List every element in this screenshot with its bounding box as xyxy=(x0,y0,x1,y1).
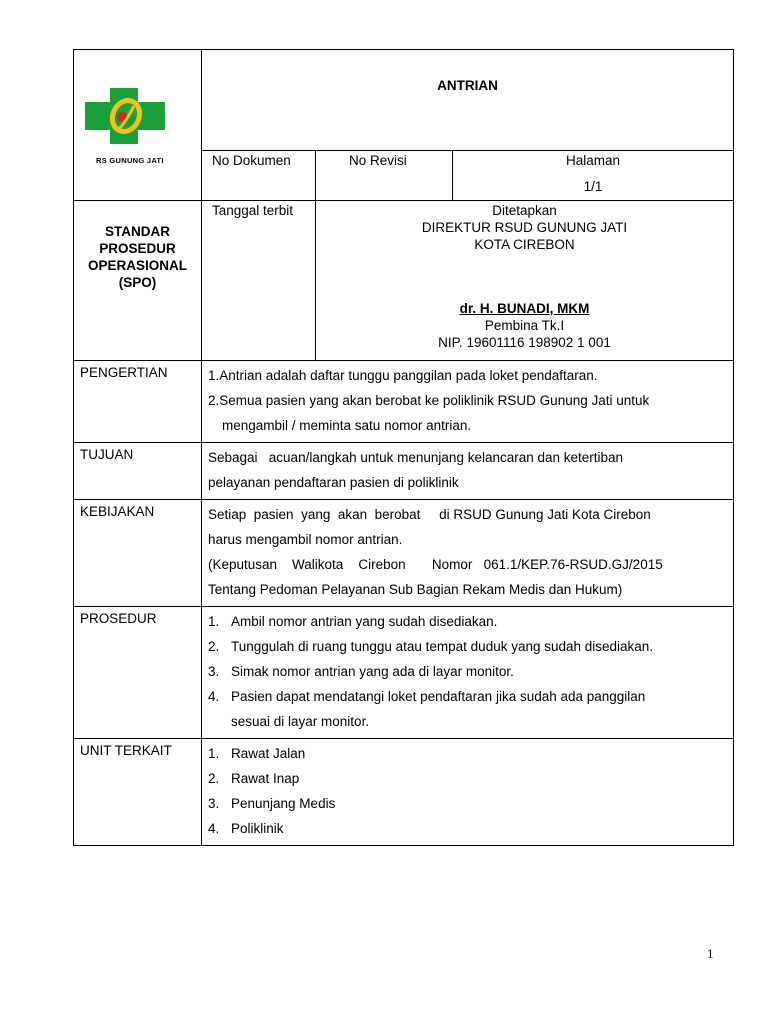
no-dokumen-label: No Dokumen xyxy=(212,153,291,168)
tujuan-line2: pelayanan pendaftaran pasien di poliklinik xyxy=(208,475,459,490)
halaman-value: 1/1 xyxy=(583,179,603,194)
prosedur-label: PROSEDUR xyxy=(74,607,202,739)
kota-text: KOTA CIREBON xyxy=(474,237,575,252)
tujuan-content xyxy=(202,443,734,500)
no-revisi-cell xyxy=(316,151,453,201)
prosedur-list xyxy=(208,609,727,734)
title-cell xyxy=(202,50,734,151)
spo-label-line4: (SPO) xyxy=(118,275,157,290)
tujuan-label: TUJUAN xyxy=(74,443,202,500)
document-title: ANTRIAN xyxy=(437,78,498,93)
ditetapkan-label: Ditetapkan xyxy=(492,203,557,218)
list-item: 4. Pasien dapat mendatangi loket pendaftaran jika sudah ada panggilan xyxy=(208,689,646,704)
list-item: 1. Rawat Jalan xyxy=(208,746,306,761)
penetapan-cell xyxy=(316,201,734,361)
spo-table xyxy=(73,49,734,846)
halaman-label: Halaman xyxy=(565,153,621,168)
pangkat-text: Pembina Tk.I xyxy=(484,318,565,333)
kebijakan-line2: harus mengambil nomor antrian. xyxy=(208,532,403,547)
list-item: 4. Poliklinik xyxy=(208,821,284,836)
hospital-logo xyxy=(82,86,172,169)
spo-label-line3: OPERASIONAL xyxy=(87,258,187,273)
spo-label-line2: PROSEDUR xyxy=(99,241,176,256)
list-item: 1. Ambil nomor antrian yang sudah disediakan. xyxy=(208,614,498,629)
jabatan-text: DIREKTUR RSUD GUNUNG JATI xyxy=(421,220,628,235)
nip-text: NIP. 19601116 198902 1 001 xyxy=(438,335,611,350)
kebijakan-line3: (Keputusan Walikota Cirebon Nomor 061.1/KEP.76-RSUD.GJ/2015 xyxy=(208,557,663,572)
tujuan-line1: Sebagai acuan/langkah untuk menunjang kelancaran dan ketertiban xyxy=(208,450,624,465)
list-item: 3. Penunjang Medis xyxy=(208,796,336,811)
list-item: 2. Tunggulah di ruang tunggu atau tempat duduk yang sudah disediakan. xyxy=(208,639,654,654)
no-dokumen-cell xyxy=(202,151,316,201)
cross-logo-icon xyxy=(82,86,170,146)
list-item: 3. Simak nomor antrian yang ada di layar monitor. xyxy=(208,664,514,679)
tanggal-terbit-cell xyxy=(202,201,316,361)
unit-terkait-label: UNIT TERKAIT xyxy=(74,739,202,846)
pengertian-label: PENGERTIAN xyxy=(74,361,202,443)
signatory-name: dr. H. BUNADI, MKM xyxy=(459,301,590,316)
kebijakan-line1: Setiap pasien yang akan berobat di RSUD Gunung Jati Kota Cirebon xyxy=(208,507,651,522)
prosedur-content xyxy=(202,607,734,739)
tanggal-terbit-label: Tanggal terbit xyxy=(212,203,294,218)
kebijakan-content xyxy=(202,500,734,607)
list-item-continuation: sesuai di layar monitor. xyxy=(231,714,370,729)
logo-caption: RS GUNUNG JATI xyxy=(96,156,164,165)
pengertian-line1: 1.Antrian adalah daftar tunggu panggilan pada loket pendaftaran. xyxy=(208,368,598,383)
list-item: 2. Rawat Inap xyxy=(208,771,300,786)
pengertian-line2: 2.Semua pasien yang akan berobat ke poliklinik RSUD Gunung Jati untuk xyxy=(208,393,650,408)
pengertian-line3: mengambil / meminta satu nomor antrian. xyxy=(222,418,472,433)
unit-terkait-content xyxy=(202,739,734,846)
spo-label-line1: STANDAR xyxy=(105,224,170,239)
spo-label xyxy=(74,201,202,361)
halaman-cell xyxy=(453,151,734,201)
pengertian-content xyxy=(202,361,734,443)
unit-terkait-list xyxy=(208,741,727,841)
no-revisi-label: No Revisi xyxy=(349,153,407,168)
kebijakan-label: KEBIJAKAN xyxy=(74,500,202,607)
page-number: 1 xyxy=(707,946,714,961)
spo-document xyxy=(73,49,733,846)
kebijakan-line4: Tentang Pedoman Pelayanan Sub Bagian Rekam Medis dan Hukum) xyxy=(208,582,623,597)
logo-cell xyxy=(74,50,202,201)
